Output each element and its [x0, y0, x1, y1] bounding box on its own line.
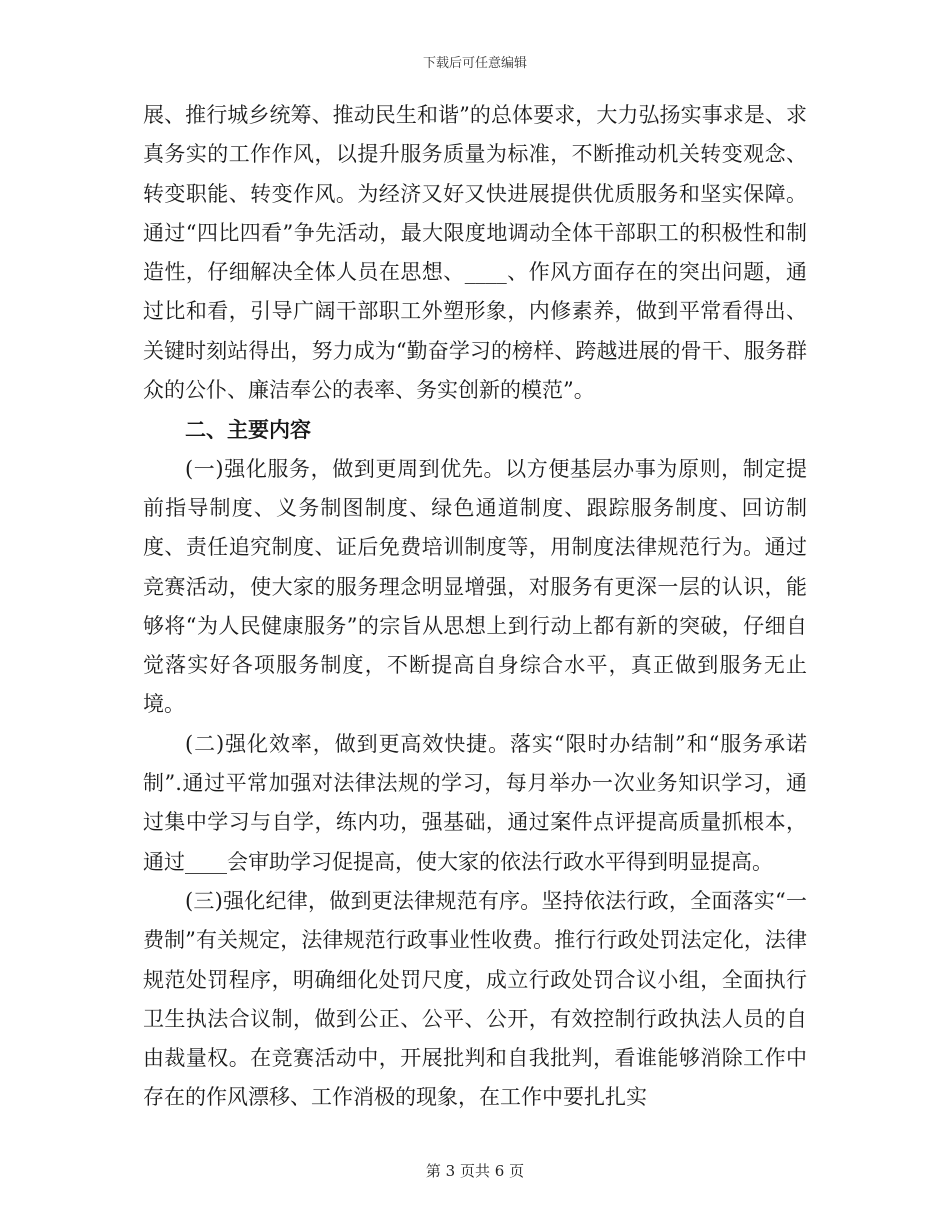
paragraph-continued: 展、推行城乡统筹、推动民生和谐”的总体要求，大力弘扬实事求是、求真务实的工作作风，以提升服务质量为标准，不断推动机关转变观念、转变职能、转变作风。为经济又好又快进展提供优质服务和坚实保障。通过“四比四看”争先活动，最大限度地调动全体干部职工的积极性和制造性，仔细解决全体人员在思想、____、作风方面存在的突出问题，通过比和看，引导广阔干部职工外塑形象，内修素养，做到平常看得出、关键时刻站得出，努力成为“勤奋学习的榜样、跨越进展的骨干、服务群众的公仆、廉洁奉公的表率、务实创新的模范”。 [143, 103, 807, 403]
paragraph-strengthen-discipline: (三)强化纪律，做到更法律规范有序。坚持依法行政，全面落实“一费制”有关规定，法律规范行政事业性收费。推行行政处罚法定化，法律规范处罚程序，明确细化处罚尺度，成立行政处罚合议小组，全面执行卫生执法合议制，做到公正、公平、公开，有效控制行政执法人员的自由裁量权。在竞赛活动中，开展批判和自我批判，看谁能够消除工作中存在的作风漂移、工作消极的现象，在工作中要扎扎实 [143, 888, 807, 1110]
page-header: 下载后可任意编辑 [422, 56, 527, 71]
paragraph-strengthen-efficiency: (二)强化效率，做到更高效快捷。落实“限时办结制”和“服务承诺制”.通过平常加强对法律法规的学习，每月举办一次业务知识学习，通过集中学习与自学，练内功，强基础，通过案件点评提高质量抓根本，通过____会审助学习促提高，使大家的依法行政水平得到明显提高。 [143, 731, 807, 874]
document-body [143, 96, 807, 1118]
page-number-footer: 第 3 页共 6 页 [425, 1162, 525, 1180]
section-heading-main-content: 二、主要内容 [185, 417, 311, 443]
paragraph-strengthen-service: (一)强化服务，做到更周到优先。以方便基层办事为原则，制定提前指导制度、义务制图制度、绿色通道制度、跟踪服务制度、回访制度、责任追究制度、证后免费培训制度等，用制度法律规范行为。通过竞赛活动，使大家的服务理念明显增强，对服务有更深一层的认识，能够将“为人民健康服务”的宗旨从思想上到行动上都有新的突破，仔细自觉落实好各项服务制度，不断提高自身综合水平，真正做到服务无止境。 [143, 456, 807, 717]
